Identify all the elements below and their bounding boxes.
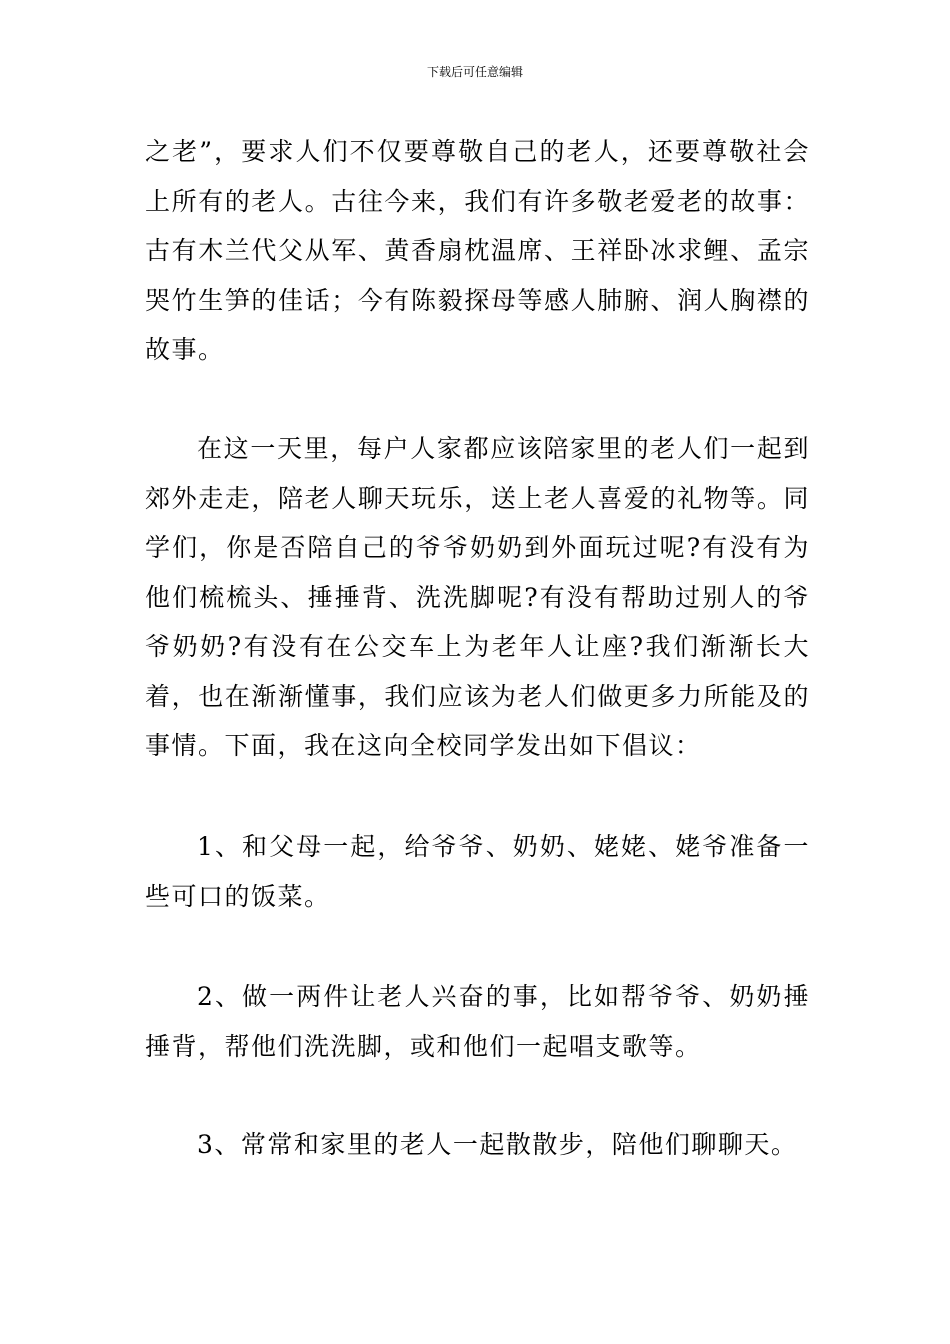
- proposal-item-3: 3、常常和家里的老人一起散散步，陪他们聊聊天。: [197, 1130, 798, 1159]
- paragraph-intro: 在这一天里，每户人家都应该陪家里的老人们一起到郊外走走，陪老人聊天玩乐，送上老人喜爱的礼物等。同学们，你是否陪自己的爷爷奶奶到外面玩过呢?有没有为他们梳梳头、捶捶背、洗洗脚呢?有没有帮助过别人的爷爷奶奶?有没有在公交车上为老年人让座?我们渐渐长大着，也在渐渐懂事，我们应该为老人们做更多力所能及的事情。下面，我在这向全校同学发出如下倡议：: [145, 434, 810, 760]
- proposal-item-2: 2、做一两件让老人兴奋的事，比如帮爷爷、奶奶捶捶背，帮他们洗洗脚，或和他们一起唱支歌等。: [145, 982, 810, 1061]
- page-header: 下载后可任意编辑: [426, 65, 523, 79]
- proposal-item-1: 1、和父母一起，给爷爷、奶奶、姥姥、姥爷准备一些可口的饭菜。: [145, 832, 810, 911]
- paragraph-continuation: 之老”，要求人们不仅要尊敬自己的老人，还要尊敬社会上所有的老人。古往今来，我们有许多敬老爱老的故事：古有木兰代父从军、黄香扇枕温席、王祥卧冰求鲤、孟宗哭竹生笋的佳话；今有陈毅探母等感人肺腑、润人胸襟的故事。: [145, 137, 810, 364]
